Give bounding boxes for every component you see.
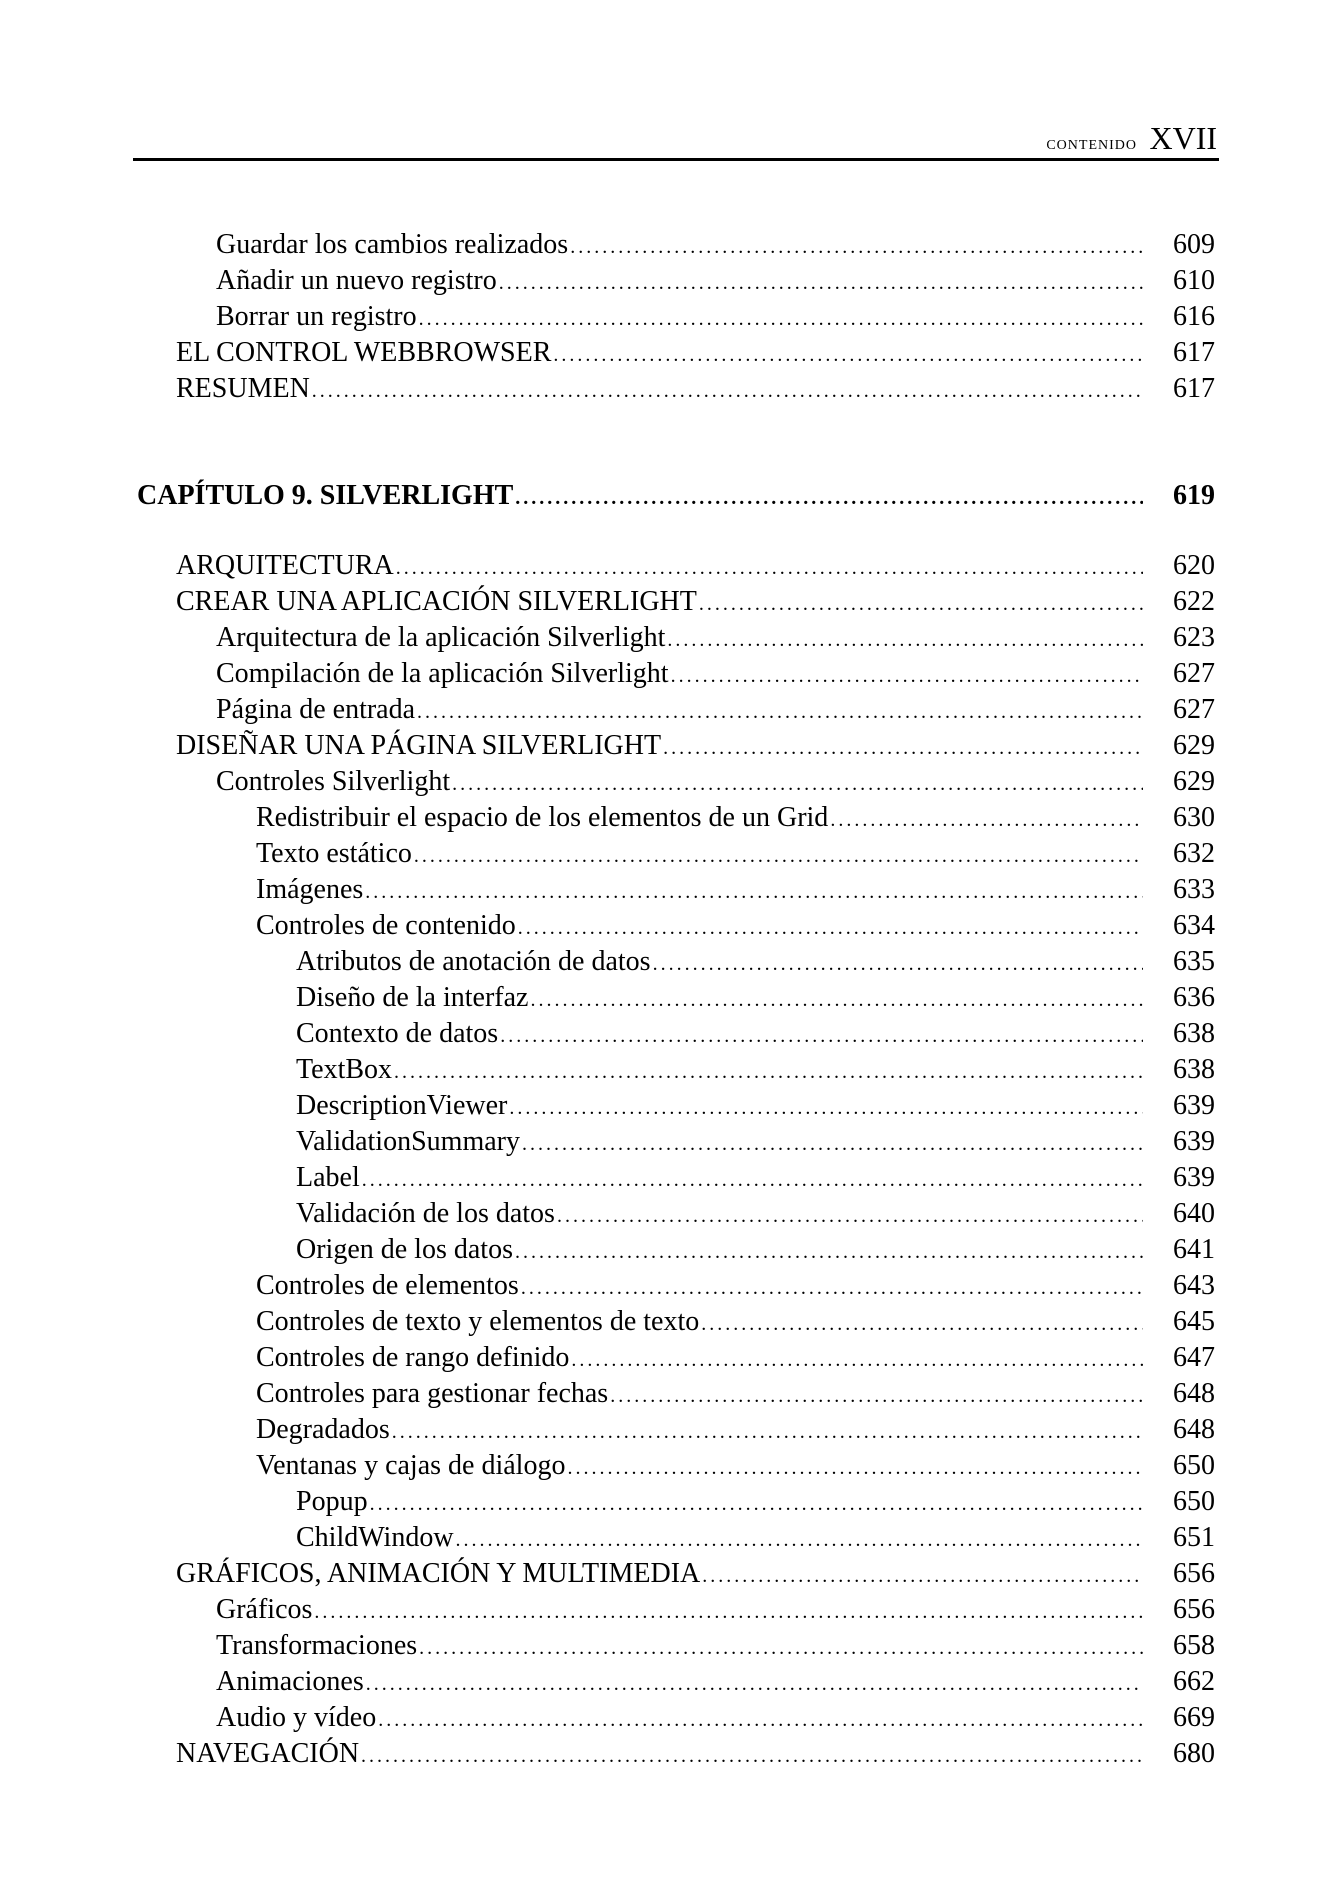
- toc-entry: [137, 479, 1151, 515]
- toc-entry-title: ChildWindow: [296, 1522, 454, 1553]
- toc-row: [0, 1413, 1339, 1447]
- dot-leader: [456, 1523, 1143, 1557]
- toc-entry: [216, 228, 1151, 264]
- dot-leader: [366, 1667, 1143, 1701]
- toc-entry-title: DescriptionViewer: [296, 1090, 508, 1121]
- toc-entry-page: 639: [1173, 1126, 1215, 1157]
- toc-row: [0, 1377, 1339, 1411]
- dot-leader: [500, 1019, 1143, 1053]
- toc-row: [0, 1737, 1339, 1771]
- toc-entry: [256, 1305, 1151, 1341]
- toc-entry-page: 638: [1173, 1054, 1215, 1085]
- toc-entry: [176, 585, 1151, 621]
- toc-entry: [256, 1377, 1151, 1413]
- dot-leader: [452, 767, 1143, 801]
- toc-entry: [256, 1269, 1151, 1305]
- toc-entry: [296, 1089, 1151, 1125]
- toc-entry-page: 669: [1173, 1702, 1215, 1733]
- toc-row: [0, 1233, 1339, 1267]
- dot-leader: [530, 983, 1143, 1017]
- toc-entry-page: 622: [1173, 586, 1215, 617]
- toc-entry-title: Atributos de anotación de datos: [296, 946, 651, 977]
- toc-entry: [216, 1701, 1151, 1737]
- toc-entry-title: Audio y vídeo: [216, 1702, 377, 1733]
- toc-row: [0, 1161, 1339, 1195]
- toc-entry-page: 627: [1173, 658, 1215, 689]
- toc-row: [0, 1593, 1339, 1627]
- dot-leader: [653, 947, 1143, 981]
- toc-entry-title: Controles de contenido: [256, 910, 516, 941]
- toc-row: [0, 1701, 1339, 1735]
- dot-leader: [571, 1343, 1143, 1377]
- toc-row: [0, 228, 1339, 262]
- toc-entry-title: NAVEGACIÓN: [176, 1738, 360, 1769]
- toc-entry: [176, 336, 1151, 372]
- toc-entry-page: 643: [1173, 1270, 1215, 1301]
- dot-leader: [570, 230, 1143, 264]
- toc-entry-title: TextBox: [296, 1054, 393, 1085]
- toc-entry-page: 658: [1173, 1630, 1215, 1661]
- dot-leader: [699, 587, 1143, 621]
- dot-leader: [701, 1307, 1143, 1341]
- toc-entry-page: 656: [1173, 1594, 1215, 1625]
- toc-entry: [176, 549, 1151, 585]
- toc-entry-page: 641: [1173, 1234, 1215, 1265]
- toc-entry: [256, 1341, 1151, 1377]
- toc-entry-page: 633: [1173, 874, 1215, 905]
- header-page-number: XVII: [1149, 120, 1217, 156]
- dot-leader: [518, 911, 1143, 945]
- toc-row: [0, 1557, 1339, 1591]
- toc-entry-title: Popup: [296, 1486, 368, 1517]
- dot-leader: [414, 839, 1143, 873]
- toc-entry-page: 650: [1173, 1486, 1215, 1517]
- toc-entry-page: 609: [1173, 229, 1215, 260]
- toc-row: [0, 1089, 1339, 1123]
- toc-entry: [296, 1125, 1151, 1161]
- toc-entry: [256, 801, 1151, 837]
- toc-entry: [176, 1737, 1151, 1773]
- toc-entry-title: Controles de rango definido: [256, 1342, 570, 1373]
- toc-row: [0, 1305, 1339, 1339]
- toc-entry-page: 623: [1173, 622, 1215, 653]
- toc-entry-page: 648: [1173, 1414, 1215, 1445]
- toc-entry: [296, 1521, 1151, 1557]
- dot-leader: [557, 1199, 1143, 1233]
- toc-entry: [296, 1161, 1151, 1197]
- dot-leader: [314, 1595, 1143, 1629]
- toc-row: [0, 1449, 1339, 1483]
- dot-leader: [419, 1631, 1143, 1665]
- toc-entry-page: 656: [1173, 1558, 1215, 1589]
- toc-entry-page: 662: [1173, 1666, 1215, 1697]
- toc-entry: [256, 1449, 1151, 1485]
- toc-entry: [216, 300, 1151, 336]
- toc-entry: [256, 909, 1151, 945]
- toc-entry-title: Gráficos: [216, 1594, 313, 1625]
- toc-row: [0, 1269, 1339, 1303]
- toc-entry-page: 648: [1173, 1378, 1215, 1409]
- toc-entry-title: Añadir un nuevo registro: [216, 265, 497, 296]
- toc-entry: [176, 729, 1151, 765]
- toc-row: [0, 729, 1339, 763]
- toc-entry-title: Página de entrada: [216, 694, 416, 725]
- toc-row: [0, 264, 1339, 298]
- dot-leader: [361, 1739, 1143, 1773]
- toc-entry: [216, 1665, 1151, 1701]
- toc-entry-title: Imágenes: [256, 874, 364, 905]
- dot-leader: [567, 1451, 1143, 1485]
- toc-entry-title: Borrar un registro: [216, 301, 417, 332]
- dot-leader: [365, 875, 1143, 909]
- dot-leader: [499, 266, 1143, 300]
- toc-entry: [176, 372, 1151, 408]
- toc-entry-title: Ventanas y cajas de diálogo: [256, 1450, 566, 1481]
- dot-leader: [671, 659, 1143, 693]
- toc-entry: [216, 1593, 1151, 1629]
- toc-entry-page: 620: [1173, 550, 1215, 581]
- toc-entry-title: Animaciones: [216, 1666, 364, 1697]
- toc-entry-page: 632: [1173, 838, 1215, 869]
- toc-row: [0, 372, 1339, 406]
- toc-row: [0, 801, 1339, 835]
- toc-entry-title: Transformaciones: [216, 1630, 418, 1661]
- toc-entry-title: Diseño de la interfaz: [296, 982, 529, 1013]
- toc-row: [0, 693, 1339, 727]
- toc-entry-title: Label: [296, 1162, 360, 1193]
- toc-row: [0, 1665, 1339, 1699]
- toc-entry-page: 650: [1173, 1450, 1215, 1481]
- toc-entry-page: 639: [1173, 1162, 1215, 1193]
- toc-entry-page: 639: [1173, 1090, 1215, 1121]
- toc-entry-page: 635: [1173, 946, 1215, 977]
- toc-entry-title: Degradados: [256, 1414, 390, 1445]
- toc-entry-title: CAPÍTULO 9. SILVERLIGHT: [137, 480, 514, 511]
- toc-row: [0, 336, 1339, 370]
- toc-entry: [256, 837, 1151, 873]
- toc-row: [0, 300, 1339, 334]
- toc-entry-page: 634: [1173, 910, 1215, 941]
- toc-entry-page: 645: [1173, 1306, 1215, 1337]
- toc-row: [0, 657, 1339, 691]
- toc-entry-page: 638: [1173, 1018, 1215, 1049]
- toc-entry-title: Redistribuir el espacio de los elementos de un Grid: [256, 802, 829, 833]
- toc-entry: [296, 1233, 1151, 1269]
- toc-entry-page: 680: [1173, 1738, 1215, 1769]
- toc-row: [0, 585, 1339, 619]
- toc-entry-title: Controles de elementos: [256, 1270, 519, 1301]
- dot-leader: [553, 338, 1143, 372]
- dot-leader: [667, 623, 1143, 657]
- toc-entry-page: 610: [1173, 265, 1215, 296]
- toc-row: [0, 1197, 1339, 1231]
- toc-entry-title: ARQUITECTURA: [176, 550, 394, 581]
- toc-row: [0, 837, 1339, 871]
- dot-leader: [663, 731, 1143, 765]
- toc-row: [0, 909, 1339, 943]
- running-header: [133, 118, 1219, 161]
- dot-leader: [521, 1271, 1143, 1305]
- toc-entry: [216, 1629, 1151, 1665]
- dot-leader: [515, 481, 1143, 515]
- toc-row: [0, 1125, 1339, 1159]
- toc-entry: [216, 621, 1151, 657]
- toc-row: [0, 765, 1339, 799]
- toc-row: [0, 981, 1339, 1015]
- toc-entry-title: Origen de los datos: [296, 1234, 513, 1265]
- toc-entry-title: CREAR UNA APLICACIÓN SILVERLIGHT: [176, 586, 697, 617]
- toc-row: [0, 873, 1339, 907]
- toc-entry-page: 640: [1173, 1198, 1215, 1229]
- toc-entry: [216, 657, 1151, 693]
- dot-leader: [830, 803, 1143, 837]
- toc-row: [0, 1017, 1339, 1051]
- toc-row: [0, 1341, 1339, 1375]
- toc-entry-page: 616: [1173, 301, 1215, 332]
- header-label: contenido: [1046, 132, 1137, 154]
- toc-entry: [216, 693, 1151, 729]
- toc-entry-title: ValidationSummary: [296, 1126, 520, 1157]
- toc-entry: [256, 873, 1151, 909]
- toc-entry-title: Compilación de la aplicación Silverlight: [216, 658, 669, 689]
- toc-entry-page: 629: [1173, 766, 1215, 797]
- toc-entry-page: 647: [1173, 1342, 1215, 1373]
- toc-entry-title: Controles Silverlight: [216, 766, 451, 797]
- toc-entry-title: Texto estático: [256, 838, 412, 869]
- toc-entry: [296, 1053, 1151, 1089]
- toc-entry-page: 636: [1173, 982, 1215, 1013]
- toc-entry-title: DISEÑAR UNA PÁGINA SILVERLIGHT: [176, 730, 662, 761]
- toc-row: [0, 549, 1339, 583]
- toc-entry: [176, 1557, 1151, 1593]
- dot-leader: [515, 1235, 1143, 1269]
- toc-entry-title: Contexto de datos: [296, 1018, 499, 1049]
- toc-entry-title: Controles de texto y elementos de texto: [256, 1306, 700, 1337]
- toc-entry-page: 627: [1173, 694, 1215, 725]
- toc-entry-page: 630: [1173, 802, 1215, 833]
- toc-entry-title: Validación de los datos: [296, 1198, 555, 1229]
- dot-leader: [396, 551, 1143, 585]
- toc-entry-page: 651: [1173, 1522, 1215, 1553]
- dot-leader: [362, 1163, 1143, 1197]
- toc-entry-page: 619: [1173, 480, 1215, 511]
- toc-entry-title: RESUMEN: [176, 373, 310, 404]
- dot-leader: [394, 1055, 1143, 1089]
- dot-leader: [509, 1091, 1143, 1125]
- toc-entry: [296, 1485, 1151, 1521]
- toc-row: [0, 1485, 1339, 1519]
- dot-leader: [522, 1127, 1143, 1161]
- dot-leader: [417, 695, 1143, 729]
- toc-entry-page: 617: [1173, 373, 1215, 404]
- toc-row: [0, 1629, 1339, 1663]
- toc-entry-title: GRÁFICOS, ANIMACIÓN Y MULTIMEDIA: [176, 1558, 701, 1589]
- toc-entry-title: EL CONTROL WEBBROWSER: [176, 337, 552, 368]
- toc-entry: [216, 765, 1151, 801]
- toc-row: [0, 945, 1339, 979]
- toc-entry-title: Controles para gestionar fechas: [256, 1378, 609, 1409]
- toc-entry: [216, 264, 1151, 300]
- dot-leader: [378, 1703, 1143, 1737]
- dot-leader: [702, 1559, 1143, 1593]
- toc-row: [0, 1053, 1339, 1087]
- toc-entry: [256, 1413, 1151, 1449]
- toc-entry-title: Arquitectura de la aplicación Silverlight: [216, 622, 666, 653]
- dot-leader: [370, 1487, 1143, 1521]
- toc-chapter-row: [0, 479, 1339, 513]
- toc-row: [0, 1521, 1339, 1555]
- toc-entry: [296, 945, 1151, 981]
- toc-entry: [296, 1017, 1151, 1053]
- dot-leader: [392, 1415, 1143, 1449]
- toc-entry-page: 629: [1173, 730, 1215, 761]
- dot-leader: [419, 302, 1143, 336]
- dot-leader: [312, 374, 1143, 408]
- toc-row: [0, 621, 1339, 655]
- toc-entry: [296, 1197, 1151, 1233]
- dot-leader: [610, 1379, 1143, 1413]
- toc-entry-page: 617: [1173, 337, 1215, 368]
- toc-entry-title: Guardar los cambios realizados: [216, 229, 569, 260]
- toc-entry: [296, 981, 1151, 1017]
